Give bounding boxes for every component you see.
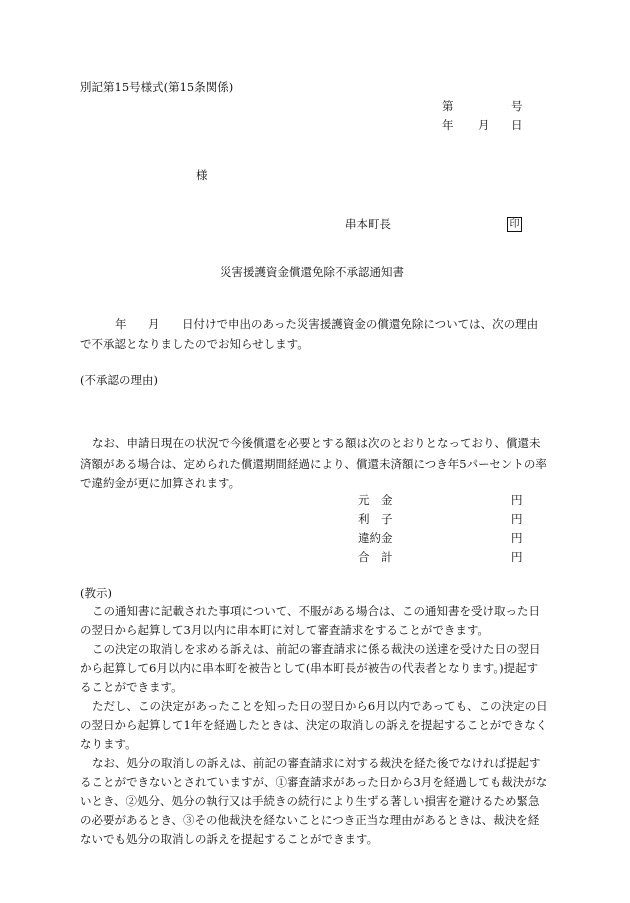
- amount-unit: 円: [511, 550, 523, 564]
- seal-mark: [507, 217, 522, 232]
- amount-label-principal: 元 金: [358, 493, 393, 507]
- instruction-line: の必要があるとき、③その他裁決を経ないことにつき正当な理由があるときは、裁決を経: [80, 813, 540, 827]
- issuer-name: 串本町長: [345, 217, 391, 231]
- date-year: 年: [442, 118, 454, 132]
- instruction-line: の翌日から起算して1年を経過したときは、決定の取消しの訴えを提起することができなく: [80, 718, 548, 732]
- form-label: 別記第15号様式(第15条関係): [80, 80, 234, 94]
- date-month: 月: [478, 118, 490, 132]
- notice-line: 済額がある場合は、定められた償還期間経過により、償還未済額につき年5パーセントの率: [80, 457, 547, 471]
- date-day: 日: [511, 118, 523, 132]
- document-title: 災害援護資金償還免除不承認通知書: [220, 265, 404, 279]
- notice-line: で違約金が更に加算されます。: [80, 476, 241, 490]
- instruction-line: ただし、この決定があったことを知った日の翌日から6月以内であっても、この決定の日: [92, 699, 548, 713]
- intro-line1: 日付けで申出のあった災害援護資金の償還免除については、次の理由: [182, 317, 539, 331]
- amount-unit: 円: [511, 512, 523, 526]
- instruction-line: この決定の取消しを求める訴えは、前記の審査請求に係る裁決の送達を受けた日の翌日: [92, 642, 541, 656]
- amount-label-penalty: 違約金: [358, 531, 393, 545]
- instruction-line: ることができます。: [80, 680, 183, 694]
- instruction-line: なります。: [80, 737, 137, 751]
- reason-heading: (不承認の理由): [80, 373, 158, 387]
- intro-year: 年: [115, 317, 127, 331]
- doc-number-suffix: 号: [511, 99, 523, 113]
- instruction-line: の翌日から起算して3月以内に串本町に対して審査請求をすることができます。: [80, 623, 489, 637]
- amount-label-total: 合 計: [358, 550, 393, 564]
- intro-month: 月: [148, 317, 160, 331]
- amount-unit: 円: [511, 493, 523, 507]
- instruction-line: から起算して6月以内に串本町を被告として(串本町長が被告の代表者となります。)提起す: [80, 661, 539, 675]
- instruction-line: なお、処分の取消しの訴えは、前記の審査請求に対する裁決を経た後でなければ提起す: [92, 756, 541, 770]
- intro-line2: で不承認となりましたのでお知らせします。: [80, 337, 309, 351]
- instruction-line: いとき、②処分、処分の執行又は手続きの続行により生ずる著しい損害を避けるため緊急: [80, 794, 540, 808]
- instruction-line: ることができないとされていますが、①審査請求があった日から3月を経過しても裁決がな: [80, 775, 548, 789]
- instruction-heading: (教示): [80, 586, 112, 600]
- doc-number-prefix: 第: [442, 99, 454, 113]
- addressee-suffix: 様: [196, 168, 208, 182]
- instruction-line: この通知書に記載された事項について、不服がある場合は、この通知書を受け取った日: [92, 604, 541, 618]
- amount-unit: 円: [511, 531, 523, 545]
- amount-label-interest: 利 子: [358, 512, 393, 526]
- instruction-line: ないでも処分の取消しの訴えを提起することができます。: [80, 832, 379, 846]
- seal-label: 印: [507, 217, 522, 232]
- notice-line: なお、申請日現在の状況で今後償還を必要とする額は次のとおりとなっており、償還未: [92, 436, 541, 450]
